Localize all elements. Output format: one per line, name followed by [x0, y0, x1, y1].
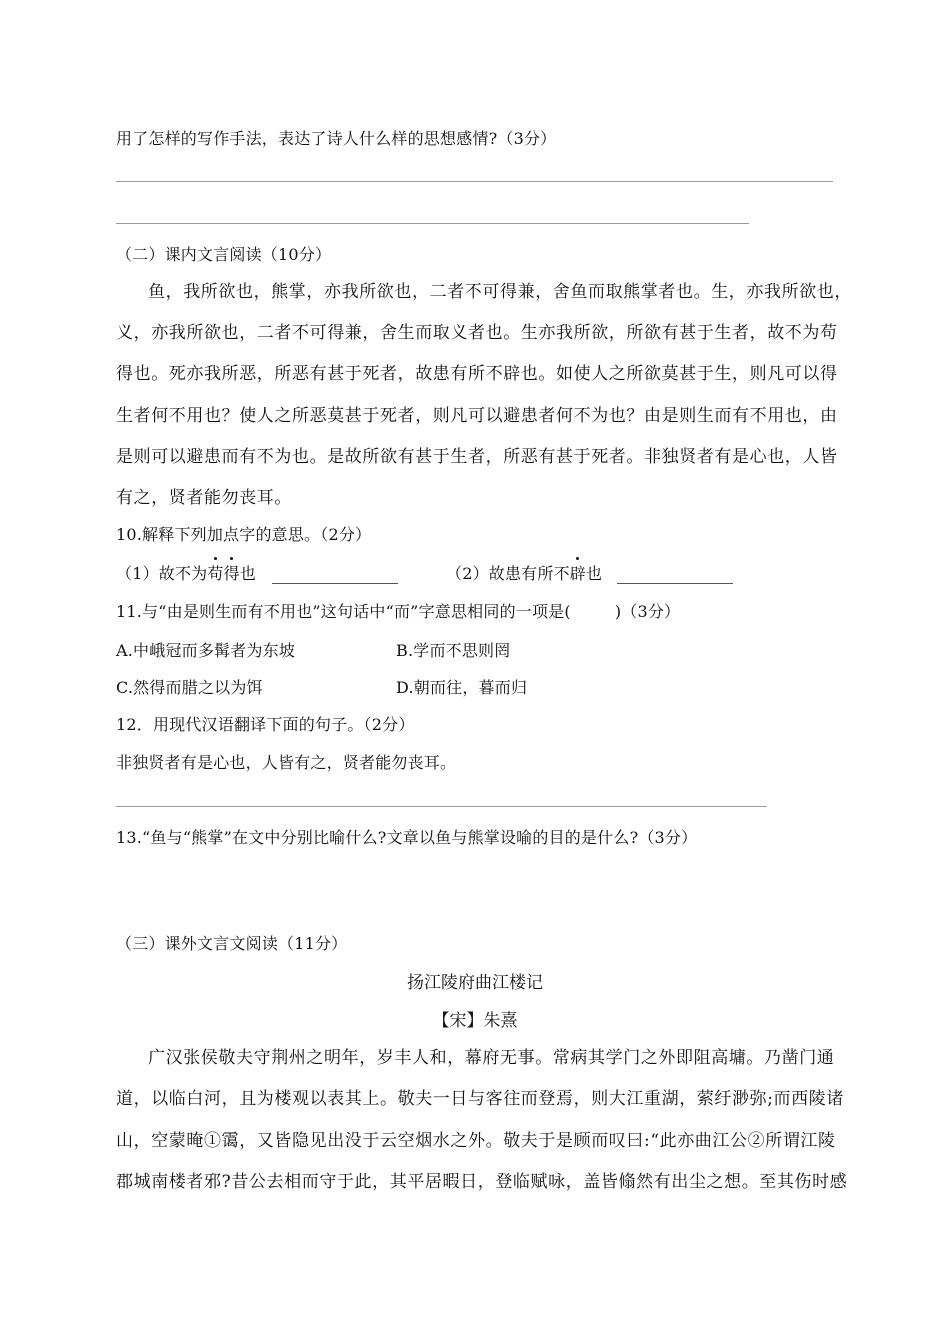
passage-line: 广汉张侯敬夫守荆州之明年，岁丰人和，幕府无事。常病其学门之外即阻高墉。乃凿门通	[148, 1048, 835, 1068]
passage-line: 有之，贤者能勿丧耳。	[116, 488, 292, 508]
passage-line: 是则可以避患而有不为也。是故所欲有甚于生者，所恶有甚于死者。非独贤者有是心也，人皆	[116, 447, 838, 467]
q10-item2-suffix: 也	[585, 564, 603, 583]
q13-stem: 13.“鱼与“熊掌”在文中分别比喻什么?文章以鱼与熊掌设喻的目的是什么?（3分）	[116, 828, 698, 847]
q10-stem: 10.解释下列加点字的意思。（2分）	[116, 525, 372, 544]
q10-item2-prefix: （2）故患有所不	[446, 564, 570, 583]
section2-heading: （二）课内文言阅读（10分）	[116, 245, 332, 264]
passage-line: 郡城南楼者邪?昔公去相而守于此，其平居暇日，登临赋咏，盖皆翛然有出尘之想。至其伤时感	[116, 1172, 848, 1192]
q11-stem-after: )（3分）	[614, 602, 681, 621]
q10-item-1	[116, 563, 256, 585]
dotted-char: 苟	[207, 564, 224, 583]
dotted-char: 得	[223, 564, 240, 583]
passage-line: 生者何不用也？使人之所恶莫甚于死者，则凡可以避患者何不为也？由是则生而有不用也，由	[116, 406, 838, 426]
q10-item1-prefix: （1）故不为	[116, 564, 208, 583]
q9-answer-line-1[interactable]	[116, 181, 833, 182]
section3-author: 【宋】朱熹	[432, 1011, 518, 1031]
passage-line: 道，以临白河，且为楼观以表其上。敬夫一日与客往而登焉，则大江重湖，萦纡渺弥;而西陵诸	[116, 1089, 844, 1109]
q11-stem	[116, 601, 680, 623]
q10-item-2	[446, 563, 602, 585]
q11-option-d[interactable]: D.朝而往，暮而归	[396, 678, 528, 697]
q12-answer-line[interactable]	[116, 806, 767, 807]
passage-line: 鱼，我所欲也，熊掌，亦我所欲也，二者不可得兼，舍鱼而取熊掌者也。生，亦我所欲也，	[148, 282, 852, 302]
section3-title: 扬江陵府曲江楼记	[407, 973, 543, 993]
section3-heading: （三）课外文言文阅读（11分）	[116, 934, 348, 953]
q12-sentence: 非独贤者有是心也，人皆有之，贤者能勿丧耳。	[116, 753, 457, 772]
passage-line: 得也。死亦我所恶，所恶有甚于死者，故患有所不辟也。如使人之所欲莫甚于生，则凡可以得	[116, 364, 838, 384]
q11-option-b[interactable]: B.学而不思则罔	[396, 641, 511, 660]
passage-line: 义，亦我所欲也，二者不可得兼，舍生而取义者也。生亦我所欲，所欲有甚于生者，故不为苟	[116, 323, 838, 343]
q11-stem-before: 11.与“由是则生而有不用也”这句话中“而”字意思相同的一项是(	[116, 602, 571, 621]
q10-item2-dotted: 辟	[569, 564, 586, 583]
q10-answer-blank-1[interactable]	[272, 567, 398, 584]
q10-answer-blank-2[interactable]	[617, 567, 733, 584]
q11-option-a[interactable]: A.中峨冠而多髯者为东坡	[116, 641, 296, 660]
q9-continuation: 用了怎样的写作手法，表达了诗人什么样的思想感情?（3分）	[116, 129, 557, 148]
q11-option-c[interactable]: C.然得而腊之以为饵	[116, 678, 263, 697]
q10-item1-suffix: 也	[239, 564, 256, 583]
q10-item1-dotted	[207, 564, 239, 583]
passage-line: 山，空蒙晻①霭，又皆隐见出没于云空烟水之外。敬夫于是顾而叹曰:“此亦曲江公②所谓江陵	[116, 1131, 836, 1151]
q9-answer-line-2[interactable]	[116, 223, 749, 224]
q12-stem: 12．用现代汉语翻译下面的句子。（2分）	[116, 715, 415, 734]
